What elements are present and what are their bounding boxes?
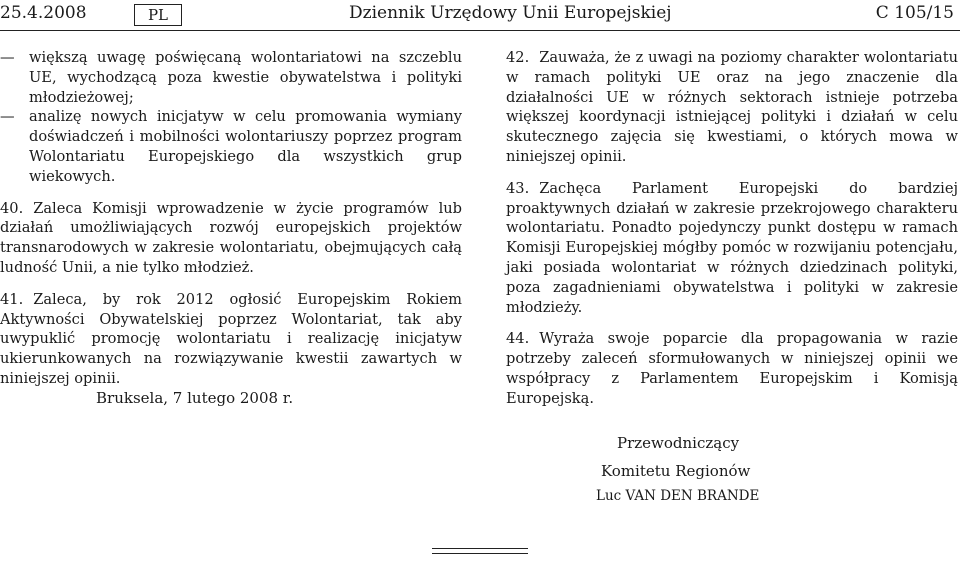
publication-date: 25.4.2008 bbox=[0, 3, 87, 23]
paragraph-number: 44. bbox=[506, 330, 530, 348]
page-reference: C 105/15 bbox=[875, 3, 954, 23]
journal-title: Dziennik Urzędowy Unii Europejskiej bbox=[349, 3, 672, 23]
end-rule bbox=[432, 548, 528, 549]
paragraph-number: 40. bbox=[0, 199, 24, 217]
dash-marker: — bbox=[0, 49, 15, 66]
paragraph-text: Zaleca Komisji wprowadzenie w życie programów lub działań umożliwiających rozwój europejskich projektów transnarodowych w zakresie wolontariatu, obejmujących całą ludność Unii, a nie tylko młodzież. bbox=[0, 199, 462, 276]
paragraph-42 bbox=[506, 48, 958, 167]
paragraph-44 bbox=[506, 329, 958, 408]
page-header bbox=[0, 3, 960, 27]
paragraph-text: Zaleca, by rok 2012 ogłosić Europejskim Rokiem Aktywności Obywatelskiej poprzez Wolontariat, tak aby uwypuklić promocję wolontariatu i realizację inicjatyw ukierunkowanych na rozwiązywanie kwestii zawartych w niniejszej opinii. bbox=[0, 290, 462, 387]
paragraph-text: Zachęca Parlament Europejski do bardziej proaktywnych działań w zakresie przekrojowego charakteru wolontariatu. Ponadto pojedynczy punkt dostępu w ramach Komisji Europejskiej mógłby pomóc w rozwijaniu potencjału, jaki posiada wolontariat w różnych dziedzinach polityki, poza zagadnieniami obywatelstwa i polityki w zakresie młodzieży. bbox=[506, 179, 958, 316]
end-rule bbox=[432, 553, 528, 554]
paragraph-number: 41. bbox=[0, 290, 24, 308]
paragraph-43 bbox=[506, 179, 958, 318]
place-and-date: Bruksela, 7 lutego 2008 r. bbox=[96, 389, 294, 407]
dash-item bbox=[0, 107, 462, 186]
right-column bbox=[506, 48, 958, 409]
language-badge: PL bbox=[134, 4, 182, 26]
paragraph-number: 42. bbox=[506, 49, 530, 66]
dash-marker: — bbox=[0, 108, 15, 126]
header-rule bbox=[0, 30, 960, 31]
signatory-role: Przewodniczący bbox=[617, 434, 740, 452]
signatory-body: Komitetu Regionów bbox=[601, 462, 751, 480]
dash-item bbox=[0, 48, 462, 107]
paragraph-41 bbox=[0, 290, 462, 389]
paragraph-text: Zauważa, że z uwagi na poziomy charakter wolontariatu w ramach polityki UE oraz na jego znaczenie dla działalności UE w różnych sektorach istnieje potrzeba większej koordynacji istniejącej polityki i działań w celu skutecznego zajęcia się kwestiami, o których mowa w niniejszej opinii. bbox=[506, 49, 958, 165]
dash-item-text: większą uwagę poświęcaną wolontariatowi na szczeblu UE, wychodzącą poza kwestie obywatelstwa i polityki młodzieżowej; bbox=[29, 49, 462, 106]
left-column bbox=[0, 48, 462, 389]
paragraph-40 bbox=[0, 199, 462, 278]
dash-item-text: analizę nowych inicjatyw w celu promowania wymiany doświadczeń i mobilności wolontariuszy poprzez program Wolontariatu Europejskiego dla wszystkich grup wiekowych. bbox=[29, 108, 462, 185]
signatory-name: Luc VAN DEN BRANDE bbox=[596, 488, 760, 504]
paragraph-text: Wyraża swoje poparcie dla propagowania w razie potrzeby zaleceń sformułowanych w niniejszej opinii we współpracy z Parlamentem Europejskim i Komisją Europejską. bbox=[506, 330, 958, 407]
paragraph-number: 43. bbox=[506, 179, 530, 197]
